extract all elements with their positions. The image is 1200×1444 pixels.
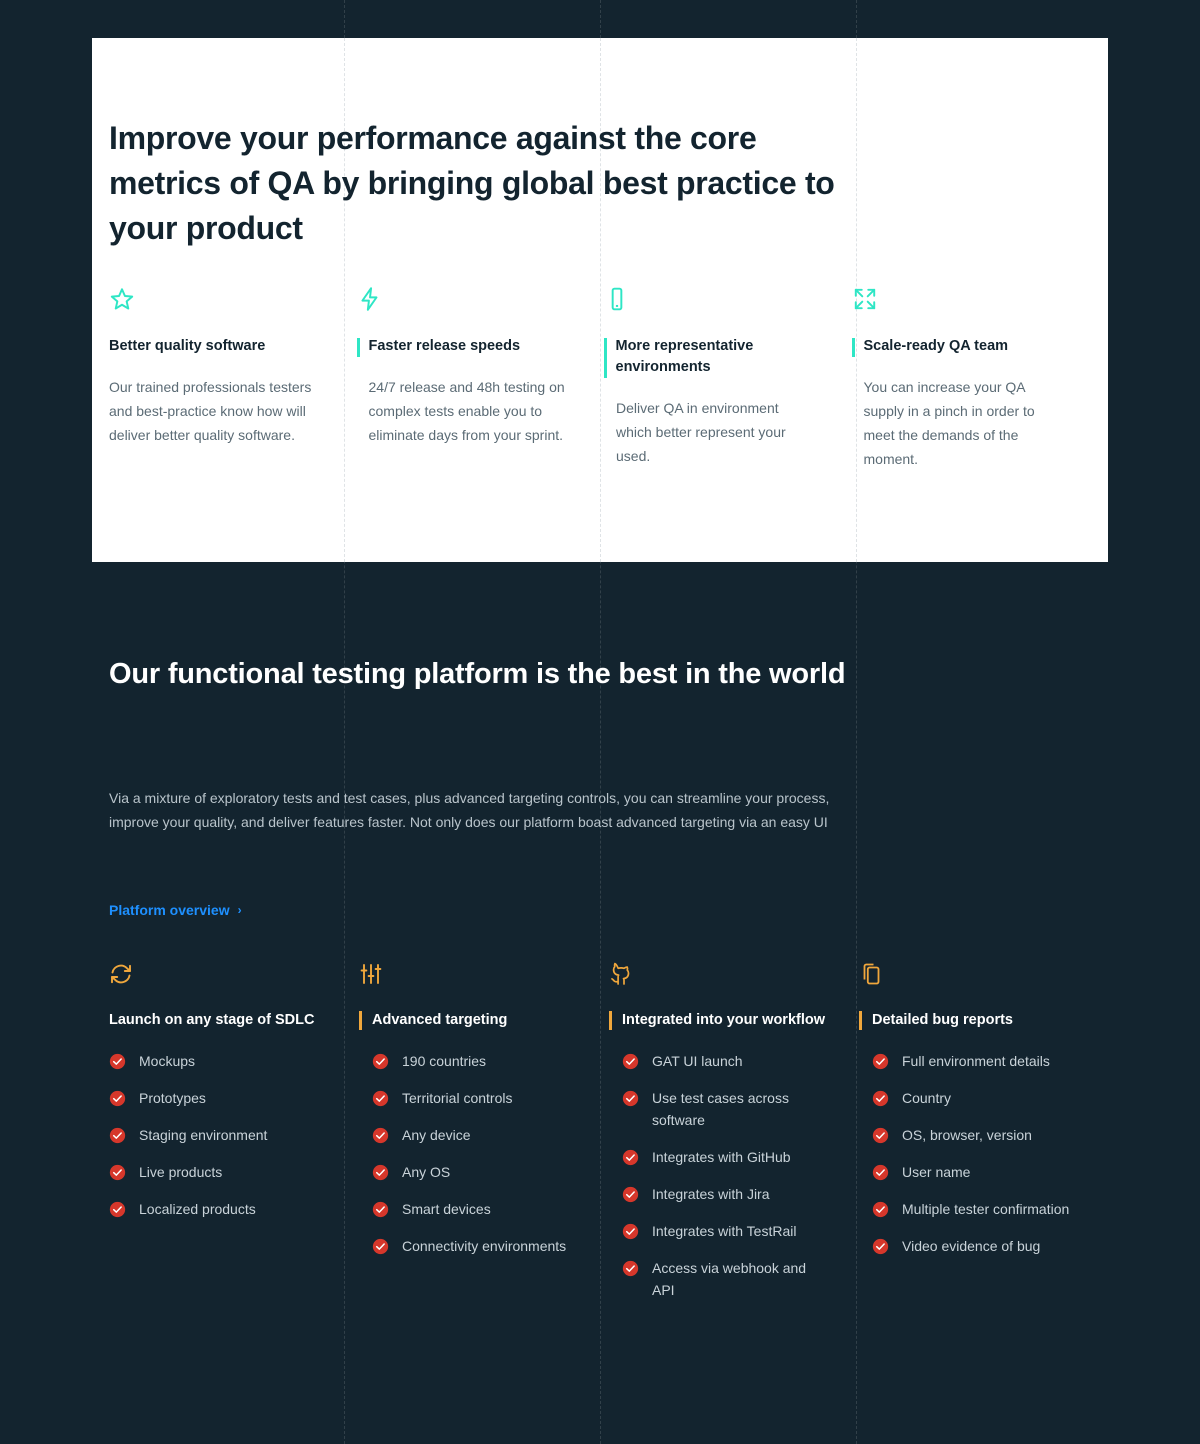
list-item-label: Video evidence of bug	[902, 1238, 1041, 1254]
hero-column-text: Our trained professionals testers and best-practice know how will deliver better quality software.	[109, 379, 312, 443]
list-item-label: Prototypes	[139, 1090, 206, 1106]
platform-feature-list	[609, 1050, 825, 1301]
check-badge-icon	[622, 1260, 639, 1277]
check-badge-icon	[372, 1127, 389, 1144]
accent-bar	[859, 1011, 862, 1030]
platform-column-header	[609, 1010, 825, 1030]
platform-column-title: Advanced targeting	[372, 1012, 508, 1028]
platform-description: Via a mixture of exploratory tests and test cases, plus advanced targeting controls, you can streamline your process, improve your quality, and deliver features faster. Not only does our platform boast advanced targeting via an easy UI	[109, 790, 830, 830]
accent-bar	[359, 1011, 362, 1030]
list-item-label: Mockups	[139, 1053, 196, 1069]
platform-column-integrated-into-your-workflow	[609, 962, 859, 1316]
check-badge-icon	[109, 1053, 126, 1070]
check-badge-icon	[372, 1238, 389, 1255]
platform-column-title: Launch on any stage of SDLC	[109, 1012, 315, 1028]
check-badge-icon	[622, 1186, 639, 1203]
list-item	[109, 1161, 325, 1183]
platform-column-title: Integrated into your workflow	[622, 1012, 826, 1028]
platform-overview-link-label: Platform overview	[109, 902, 230, 918]
list-item	[109, 1087, 325, 1109]
platform-column-header	[109, 1010, 325, 1030]
hero-column-header	[357, 336, 567, 357]
list-item	[622, 1087, 825, 1131]
check-badge-icon	[872, 1201, 889, 1218]
check-badge-icon	[872, 1053, 889, 1070]
list-item	[372, 1235, 575, 1257]
list-item-label: Connectivity environments	[402, 1238, 567, 1254]
check-badge-icon	[372, 1053, 389, 1070]
list-item	[872, 1050, 1075, 1072]
platform-column-launch-on-any-stage-of-sdlc	[109, 962, 359, 1316]
list-item	[622, 1220, 825, 1242]
list-item-label: User name	[902, 1164, 971, 1180]
platform-feature-columns	[109, 962, 1109, 1316]
check-badge-icon	[372, 1090, 389, 1107]
hero-card	[92, 38, 1108, 562]
check-badge-icon	[109, 1127, 126, 1144]
platform-feature-list	[859, 1050, 1075, 1257]
list-item	[872, 1124, 1075, 1146]
list-item	[622, 1146, 825, 1168]
platform-column-advanced-targeting	[359, 962, 609, 1316]
platform-feature-list	[109, 1050, 325, 1220]
check-badge-icon	[872, 1127, 889, 1144]
list-item	[109, 1050, 325, 1072]
list-item	[622, 1257, 825, 1301]
accent-bar	[852, 338, 855, 357]
list-item-label: Smart devices	[402, 1201, 491, 1217]
list-item-label: Territorial controls	[402, 1090, 513, 1106]
accent-bar	[604, 338, 607, 378]
list-item-label: Localized products	[139, 1201, 256, 1217]
check-badge-icon	[372, 1201, 389, 1218]
platform-overview-link[interactable]	[109, 902, 242, 918]
list-item	[872, 1087, 1075, 1109]
star-icon	[109, 286, 319, 314]
check-badge-icon	[872, 1238, 889, 1255]
hero-feature-columns	[109, 286, 1099, 471]
platform-column-title: Detailed bug reports	[872, 1012, 1013, 1028]
chevron-right-icon: ›	[237, 903, 242, 917]
copy-icon	[859, 962, 1075, 988]
list-item-label: Access via webhook and API	[652, 1260, 807, 1298]
platform-title: Our functional testing platform is the best in the world	[109, 658, 846, 690]
check-badge-icon	[872, 1090, 889, 1107]
sliders-icon	[359, 962, 575, 988]
hero-column-text: Deliver QA in environment which better represent your used.	[616, 400, 786, 464]
hero-column-title: Scale-ready QA team	[863, 338, 1009, 354]
check-badge-icon	[372, 1164, 389, 1181]
hero-column-title: Better quality software	[109, 338, 266, 354]
check-badge-icon	[109, 1090, 126, 1107]
list-item-label: 190 countries	[402, 1053, 487, 1069]
list-item-label: Integrates with Jira	[652, 1186, 770, 1202]
check-badge-icon	[622, 1223, 639, 1240]
hero-column-header	[604, 336, 814, 378]
refresh-icon	[109, 962, 325, 988]
platform-column-header	[859, 1010, 1075, 1030]
hero-column-better-quality-software	[109, 286, 357, 471]
list-item-label: Full environment details	[902, 1053, 1050, 1069]
list-item	[872, 1235, 1075, 1257]
list-item-label: Live products	[139, 1164, 223, 1180]
hero-column-header	[852, 336, 1062, 357]
hero-column-scale-ready-qa-team	[852, 286, 1100, 471]
list-item	[372, 1161, 575, 1183]
hero-column-faster-release-speeds	[357, 286, 605, 471]
hero-column-title: Faster release speeds	[368, 338, 521, 354]
github-icon	[609, 962, 825, 988]
check-badge-icon	[109, 1201, 126, 1218]
list-item-label: Use test cases across software	[652, 1090, 789, 1128]
hero-title: Improve your performance against the core metrics of QA by bringing global best practice to your product	[109, 120, 835, 246]
check-badge-icon	[872, 1164, 889, 1181]
list-item-label: Any OS	[402, 1164, 451, 1180]
check-badge-icon	[622, 1053, 639, 1070]
list-item	[372, 1050, 575, 1072]
list-item-label: GAT UI launch	[652, 1053, 743, 1069]
platform-feature-list	[359, 1050, 575, 1257]
list-item-label: OS, browser, version	[902, 1127, 1032, 1143]
accent-bar	[609, 1011, 612, 1030]
mobile-icon	[604, 286, 814, 314]
list-item	[372, 1124, 575, 1146]
hero-column-text: 24/7 release and 48h testing on complex tests enable you to eliminate days from your sprint.	[368, 379, 565, 443]
platform-column-header	[359, 1010, 575, 1030]
list-item	[622, 1183, 825, 1205]
lightning-icon	[357, 286, 567, 314]
platform-column-detailed-bug-reports	[859, 962, 1109, 1316]
list-item-label: Integrates with TestRail	[652, 1223, 797, 1239]
check-badge-icon	[109, 1164, 126, 1181]
check-badge-icon	[622, 1149, 639, 1166]
list-item	[109, 1124, 325, 1146]
list-item-label: Staging environment	[139, 1127, 268, 1143]
list-item	[622, 1050, 825, 1072]
list-item-label: Multiple tester confirmation	[902, 1201, 1070, 1217]
list-item-label: Integrates with GitHub	[652, 1149, 791, 1165]
hero-column-more-representative-environments	[604, 286, 852, 471]
list-item	[872, 1161, 1075, 1183]
list-item	[872, 1198, 1075, 1220]
list-item-label: Country	[902, 1090, 952, 1106]
hero-column-header	[109, 336, 319, 357]
list-item	[372, 1198, 575, 1220]
list-item-label: Any device	[402, 1127, 471, 1143]
list-item	[372, 1087, 575, 1109]
hero-column-text: You can increase your QA supply in a pinch in order to meet the demands of the moment.	[863, 379, 1035, 467]
list-item	[109, 1198, 325, 1220]
expand-icon	[852, 286, 1062, 314]
hero-column-title: More representative environments	[615, 338, 754, 375]
check-badge-icon	[622, 1090, 639, 1107]
accent-bar	[357, 338, 360, 357]
